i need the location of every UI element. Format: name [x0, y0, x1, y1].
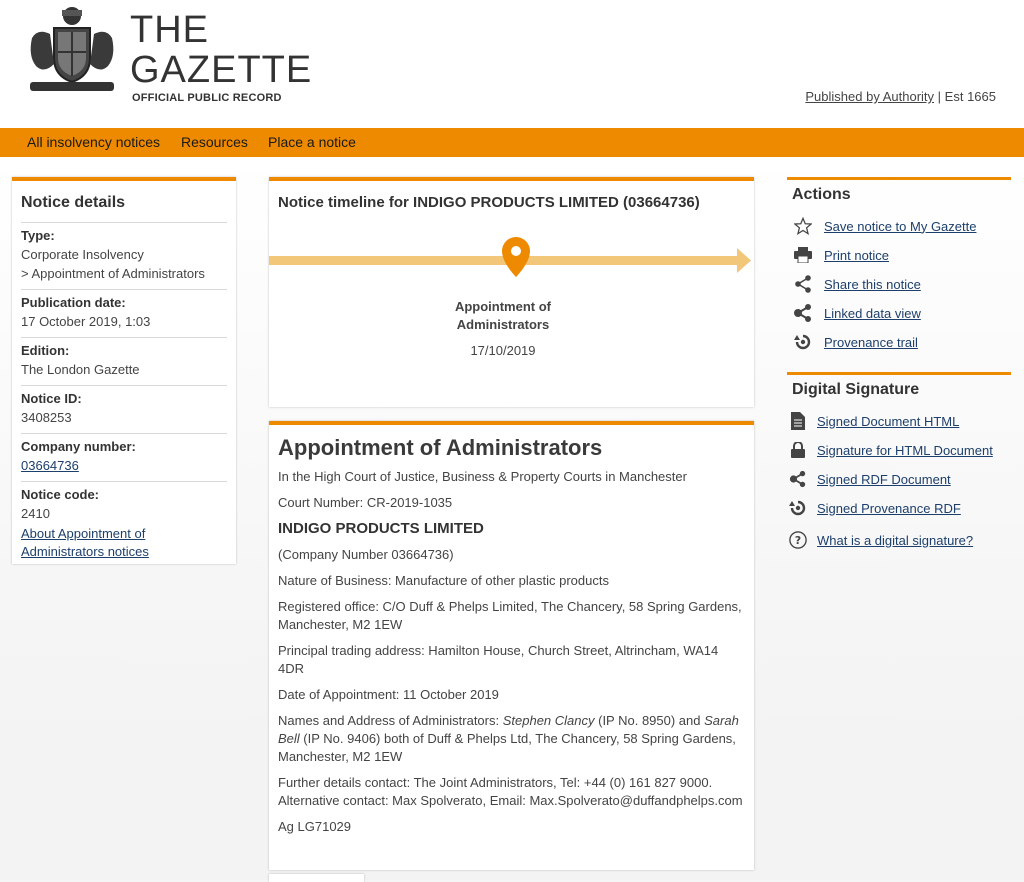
timeline-event-line2: Administrators [456, 317, 550, 332]
detail-company-number [21, 433, 227, 481]
timeline-event-line1: Appointment of [454, 299, 552, 314]
est-text: Est 1665 [944, 89, 996, 104]
detail-edition [21, 337, 227, 385]
timeline-arrow-icon [737, 248, 751, 273]
what-is-digital-signature-link[interactable]: What is a digital signature? [817, 532, 974, 548]
signature-html-link[interactable]: Signature for HTML Document [817, 442, 993, 458]
about-link-line1: About Appointment of [21, 526, 146, 541]
timeline-title: Notice timeline for INDIGO PRODUCTS LIMITED (03664736) [278, 194, 700, 211]
detail-type [21, 222, 227, 289]
sig-signed-provenance-rdf[interactable] [789, 499, 961, 517]
sig-what-is-digital-signature[interactable] [789, 531, 973, 549]
linked-data-icon [792, 304, 814, 322]
share-icon [792, 275, 814, 293]
document-icon [789, 412, 807, 430]
sig-signed-rdf[interactable] [789, 470, 951, 488]
svg-text:?: ? [794, 534, 802, 548]
timeline-event-label[interactable] [429, 298, 577, 334]
notice-body [278, 435, 744, 844]
notice-court-number: Court Number: CR-2019-1035 [278, 495, 453, 510]
notice-content-panel [269, 421, 754, 870]
detail-notice-id [21, 385, 227, 433]
sig-signature-html[interactable] [789, 441, 993, 459]
logo-the: THE [130, 9, 209, 51]
location-pin-icon[interactable] [502, 237, 530, 277]
notice-company-number: (Company Number 03664736) [278, 547, 454, 562]
notice-timeline-panel [269, 177, 754, 407]
notice-details-panel [12, 177, 236, 564]
logo-subtitle: OFFICIAL PUBLIC RECORD [132, 92, 282, 104]
detail-label: Notice code: [21, 487, 100, 502]
separator: | [937, 89, 942, 104]
detail-label: Edition: [21, 343, 70, 358]
detail-value: 3408253 [21, 410, 72, 425]
admin-2-rest: (IP No. 9406) both of Duff & Phelps Ltd, The Chancery, 58 Spring Gardens, Manchester, M2 1EW [278, 731, 736, 764]
notice-company-name: INDIGO PRODUCTS LIMITED [278, 520, 484, 537]
timeline-track [269, 237, 754, 297]
linked-data-view-link[interactable]: Linked data view [824, 305, 921, 321]
notice-title: Appointment of Administrators [278, 435, 603, 460]
admin-2-name: Sarah Bell [278, 713, 739, 746]
detail-label: Publication date: [21, 295, 126, 310]
provenance-icon [789, 499, 807, 517]
notice-details-title: Notice details [21, 194, 126, 211]
star-icon [792, 217, 814, 235]
action-provenance-trail[interactable] [792, 333, 918, 351]
notice-principal-address: Principal trading address: Hamilton House, Church Street, Altrincham, WA14 4DR [278, 643, 719, 676]
notice-court: In the High Court of Justice, Business & Property Courts in Manchester [278, 469, 687, 484]
notice-further-details: Further details contact: The Joint Administrators, Tel: +44 (0) 161 827 9000. Alternative contact: Max Spolverato, Email: Max.Spolverato@duffandphelps.com [278, 775, 743, 808]
detail-value: Corporate Insolvency [21, 247, 144, 262]
share-notice-link[interactable]: Share this notice [824, 276, 921, 292]
actions-header [787, 177, 1011, 204]
save-notice-link[interactable]: Save notice to My Gazette [824, 218, 977, 234]
published-by [805, 89, 996, 104]
signed-provenance-rdf-link[interactable]: Signed Provenance RDF [817, 500, 961, 516]
nav-place-a-notice[interactable]: Place a notice [268, 134, 356, 150]
about-link-line2: Administrators notices [21, 544, 149, 559]
action-print-notice[interactable] [792, 246, 889, 264]
notice-details-list [21, 222, 227, 567]
digital-signature-title: Digital Signature [792, 381, 920, 398]
help-icon [789, 531, 807, 549]
published-by-authority-link[interactable]: Published by Authority [805, 89, 935, 104]
notice-administrators [278, 712, 744, 766]
royal-crest-logo[interactable] [24, 4, 120, 96]
about-notice-type-link[interactable] [21, 525, 227, 561]
detail-label: Company number: [21, 439, 136, 454]
logo-gazette: GAZETTE [130, 49, 313, 91]
detail-value: 2410 [21, 506, 50, 521]
action-linked-data-view[interactable] [792, 304, 921, 322]
site-header [0, 0, 1024, 128]
company-number-link[interactable]: 03664736 [21, 458, 79, 473]
admins-prefix: Names and Address of Administrators: [278, 713, 503, 728]
notice-nature-of-business: Nature of Business: Manufacture of other plastic products [278, 573, 609, 588]
detail-label: Type: [21, 228, 55, 243]
nav-all-insolvency-notices[interactable]: All insolvency notices [27, 134, 161, 150]
detail-notice-code [21, 481, 227, 567]
signed-rdf-link[interactable]: Signed RDF Document [817, 471, 951, 487]
signed-document-html-link[interactable]: Signed Document HTML [817, 413, 960, 429]
detail-publication-date [21, 289, 227, 337]
notice-date-of-appointment: Date of Appointment: 11 October 2019 [278, 687, 499, 702]
timeline-event-date: 17/10/2019 [470, 343, 536, 358]
admin-1-name: Stephen Clancy [502, 713, 595, 728]
actions-title: Actions [792, 186, 851, 203]
next-panel-edge [269, 874, 364, 882]
notice-reference: Ag LG71029 [278, 819, 352, 834]
main-nav [0, 128, 1024, 157]
print-notice-link[interactable]: Print notice [824, 247, 890, 263]
nav-resources[interactable]: Resources [181, 134, 248, 150]
printer-icon [792, 246, 814, 264]
admin-1-ip: (IP No. 8950) and [594, 713, 705, 728]
notice-registered-office: Registered office: C/O Duff & Phelps Limited, The Chancery, 58 Spring Gardens, Manchester, M2 1EW [278, 599, 742, 632]
detail-value: The London Gazette [21, 362, 140, 377]
provenance-icon [792, 333, 814, 351]
digital-signature-header [787, 372, 1011, 399]
detail-value: 17 October 2019, 1:03 [21, 314, 151, 329]
lock-icon [789, 441, 807, 459]
detail-value: > Appointment of Administrators [21, 266, 205, 281]
detail-label: Notice ID: [21, 391, 82, 406]
sig-signed-document-html[interactable] [789, 412, 959, 430]
action-save-notice[interactable] [792, 217, 976, 235]
action-share-notice[interactable] [792, 275, 921, 293]
linked-data-icon [789, 470, 807, 488]
provenance-trail-link[interactable]: Provenance trail [824, 334, 918, 350]
